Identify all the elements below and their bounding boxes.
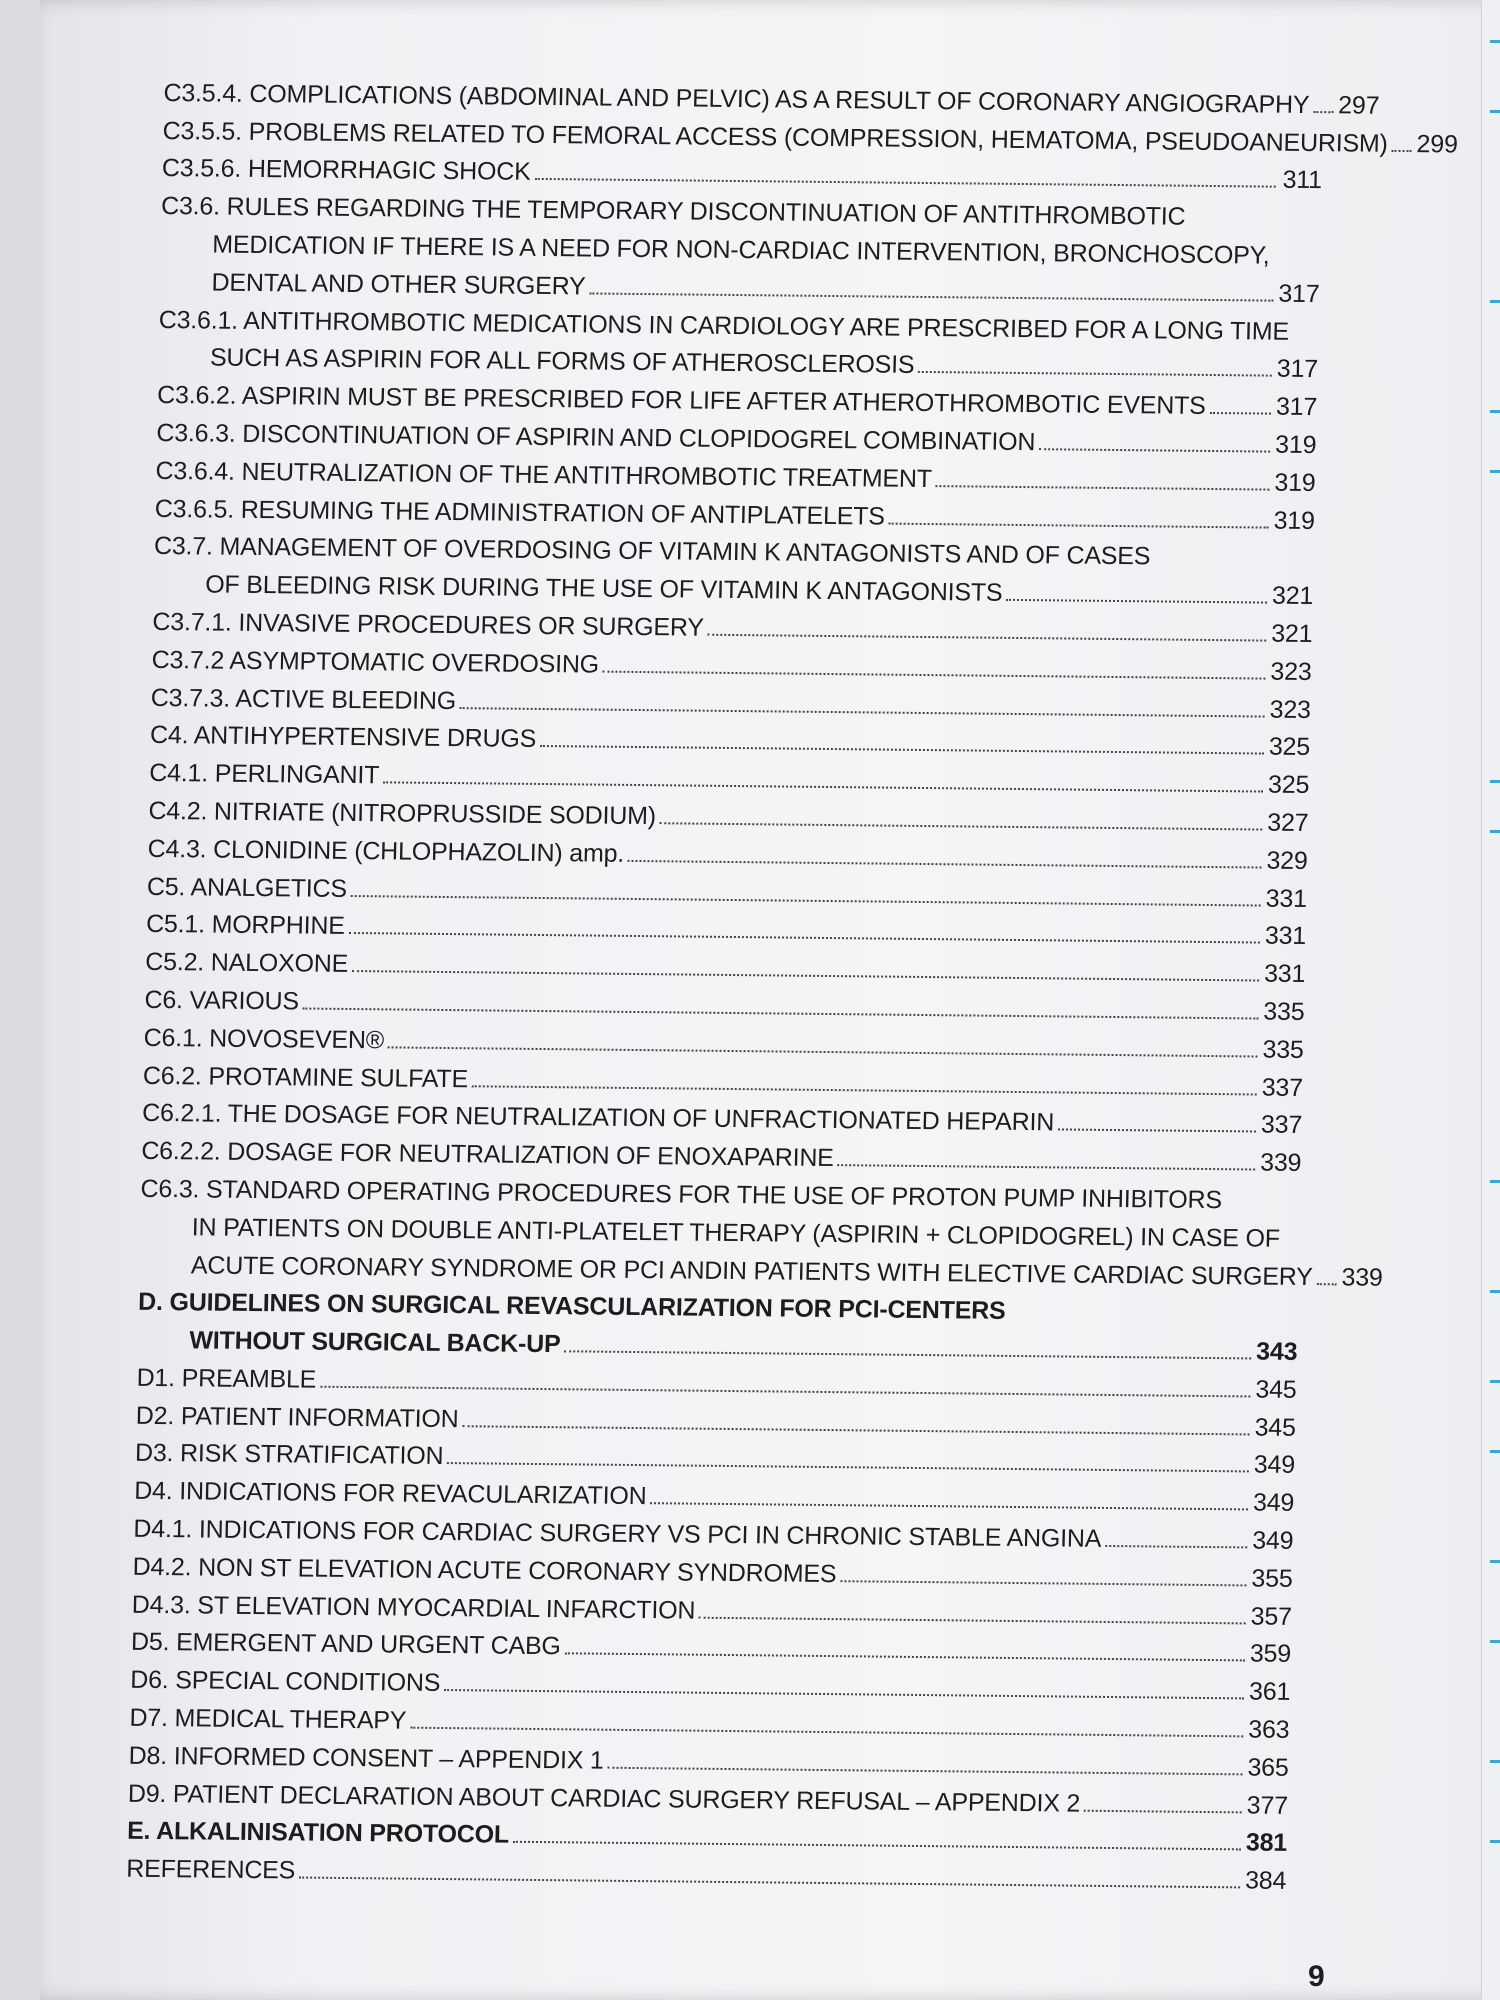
table-of-contents [126, 70, 1459, 1896]
dot-leader [699, 1616, 1246, 1624]
dot-leader [589, 292, 1273, 301]
toc-page-number: 349 [1251, 1526, 1294, 1555]
book-page [40, 0, 1500, 2000]
toc-page-number: 345 [1255, 1375, 1297, 1404]
toc-entry-label: C3.6.4. NEUTRALIZATION OF THE ANTITHROMBOTIC TREATMENT [155, 456, 933, 493]
dot-leader [565, 1653, 1245, 1662]
edge-mark [1490, 410, 1500, 413]
toc-entry-label: C4.1. PERLINGANIT [148, 759, 380, 790]
dot-leader [660, 822, 1263, 830]
toc-entry-label: C3.6. RULES REGARDING THE TEMPORARY DISCONTINUATION OF ANTITHROMBOTIC [160, 192, 1186, 231]
toc-entry-label: C6.2.2. DOSAGE FOR NEUTRALIZATION OF ENOXAPARINE [141, 1136, 835, 1173]
dot-leader [1105, 1545, 1247, 1548]
toc-page-number: 365 [1247, 1753, 1289, 1782]
dot-leader [460, 707, 1265, 717]
dot-leader [1392, 149, 1412, 151]
edge-mark [1490, 1560, 1500, 1563]
toc-entry-label: C3.5.6. HEMORRHAGIC SHOCK [161, 154, 531, 187]
dot-leader [299, 1877, 1240, 1889]
edge-mark [1490, 1450, 1500, 1453]
toc-entry-label: E. ALKALINISATION PROTOCOL [126, 1817, 510, 1850]
toc-entry-label: C3.7. MANAGEMENT OF OVERDOSING OF VITAMIN K ANTAGONISTS AND OF CASES [153, 532, 1151, 571]
dot-leader [889, 522, 1269, 528]
dot-leader [840, 1580, 1246, 1586]
dot-leader [447, 1463, 1249, 1473]
toc-entry-label: C3.5.4. COMPLICATIONS (ABDOMINAL AND PELVIC) AS A RESULT OF CORONARY ANGIOGRAPHY [163, 78, 1310, 119]
toc-page-number: 327 [1267, 808, 1309, 837]
toc-page-number: 337 [1261, 1073, 1304, 1102]
toc-page-number: 321 [1270, 619, 1313, 649]
dot-leader [1006, 599, 1267, 604]
toc-entry-label: D4.3. ST ELEVATION MYOCARDIAL INFARCTION [131, 1590, 696, 1625]
toc-entry-label: D4.1. INDICATIONS FOR CARDIAC SURGERY VS PCI IN CHRONIC STABLE ANGINA [133, 1514, 1102, 1553]
toc-entry-label: D1. PREAMBLE [136, 1363, 317, 1394]
toc-page-number: 335 [1263, 997, 1305, 1026]
edge-mark [1490, 1840, 1500, 1843]
toc-page-number: 349 [1252, 1488, 1295, 1518]
dot-leader [444, 1689, 1244, 1699]
toc-entry-label: D4. INDICATIONS FOR REVACULARIZATION [133, 1477, 647, 1511]
dot-leader [607, 1767, 1242, 1776]
toc-entry-label: C5.1. MORPHINE [145, 910, 346, 941]
dot-leader [540, 745, 1264, 755]
toc-page-number: 329 [1266, 846, 1308, 875]
edge-mark [1490, 1640, 1500, 1643]
dot-leader [564, 1350, 1251, 1359]
toc-entry-label: C5.2. NALOXONE [145, 947, 349, 979]
edge-mark [1490, 1290, 1500, 1293]
toc-page-number: 323 [1270, 657, 1312, 686]
toc-entry-label: C3.6.3. DISCONTINUATION OF ASPIRIN AND CLOPIDOGREL COMBINATION [156, 418, 1036, 457]
dot-leader [650, 1502, 1248, 1510]
toc-entry-label: C6.1. NOVOSEVEN® [143, 1023, 385, 1055]
dot-leader [1058, 1129, 1256, 1133]
toc-entry-label: C3.6.2. ASPIRIN MUST BE PRESCRIBED FOR LIFE AFTER ATHEROTHROMBOTIC EVENTS [156, 381, 1206, 421]
toc-page-number: 343 [1255, 1337, 1298, 1367]
dot-leader [1210, 412, 1271, 415]
dot-leader [628, 860, 1262, 869]
toc-entry-label: C4.3. CLONIDINE (CHLOPHAZOLIN) amp. [147, 834, 625, 868]
toc-page-number: 299 [1416, 129, 1459, 159]
toc-page-number: 331 [1263, 959, 1306, 989]
toc-page-number: 319 [1274, 468, 1316, 497]
toc-entry-label: SUCH AS ASPIRIN FOR ALL FORMS OF ATHEROSCLEROSIS [209, 343, 915, 380]
toc-page-number: 384 [1244, 1866, 1287, 1896]
toc-page-number: 311 [1282, 166, 1323, 195]
toc-page-number: 317 [1278, 279, 1320, 308]
toc-entry-label: D. GUIDELINES ON SURGICAL REVASCULARIZATION FOR PCI-CENTERS [137, 1288, 1006, 1326]
toc-page-number: 321 [1271, 581, 1314, 611]
toc-page-number: 345 [1254, 1413, 1297, 1442]
dot-leader [936, 485, 1270, 490]
toc-entry-label: MEDICATION IF THERE IS A NEED FOR NON-CARDIAC INTERVENTION, BRONCHOSCOPY, [212, 230, 1270, 270]
toc-entry-label: REFERENCES [126, 1854, 296, 1885]
toc-page-number: 319 [1273, 506, 1316, 535]
edge-mark [1490, 830, 1500, 833]
dot-leader [603, 670, 1266, 679]
toc-entry-label: DENTAL AND OTHER SURGERY [211, 268, 586, 301]
toc-page-number: 317 [1276, 355, 1319, 384]
toc-entry-label: D9. PATIENT DECLARATION ABOUT CARDIAC SURGERY REFUSAL – APPENDIX 2 [127, 1779, 1081, 1818]
dot-leader [838, 1164, 1256, 1170]
dot-leader [472, 1085, 1257, 1095]
toc-page-number: 323 [1269, 695, 1312, 724]
toc-entry-label: C6.2.1. THE DOSAGE FOR NEUTRALIZATION OF UNFRACTIONATED HEPARIN [141, 1099, 1055, 1137]
toc-entry-label: C5. ANALGETICS [146, 872, 348, 903]
toc-page-number: 361 [1248, 1677, 1291, 1707]
toc-page-number: 319 [1274, 430, 1317, 460]
toc-entry-label: D7. MEDICAL THERAPY [129, 1703, 407, 1735]
dot-leader [1084, 1809, 1242, 1813]
edge-mark [1490, 300, 1500, 303]
toc-page-number: 335 [1262, 1035, 1304, 1064]
toc-page-number: 297 [1337, 91, 1380, 120]
toc-page-number: 357 [1250, 1602, 1293, 1631]
toc-page-number: 317 [1275, 392, 1318, 422]
dot-leader [410, 1727, 1243, 1738]
toc-page-number: 377 [1246, 1791, 1289, 1820]
toc-entry-label: C4. ANTIHYPERTENSIVE DRUGS [149, 721, 537, 754]
edge-mark [1490, 110, 1500, 113]
toc-entry-label: C6.3. STANDARD OPERATING PROCEDURES FOR THE USE OF PROTON PUMP INHIBITORS [140, 1174, 1223, 1215]
toc-page-number: 349 [1253, 1450, 1296, 1480]
toc-page-number: 381 [1245, 1828, 1288, 1858]
toc-entry-label: WITHOUT SURGICAL BACK-UP [189, 1326, 561, 1359]
toc-page-number: 339 [1259, 1148, 1302, 1178]
toc-entry-label: C4.2. NITRIATE (NITROPRUSSIDE SODIUM) [148, 796, 657, 831]
edge-mark [1490, 40, 1500, 43]
toc-entry-label: IN PATIENTS ON DOUBLE ANTI-PLATELET THERAPY (ASPIRIN + CLOPIDOGREL) IN CASE OF [191, 1213, 1281, 1253]
toc-entry-label: C3.6.5. RESUMING THE ADMINISTRATION OF ANTIPLATELETS [154, 494, 886, 531]
dot-leader [1313, 111, 1333, 113]
toc-entry-label: D6. SPECIAL CONDITIONS [129, 1666, 441, 1698]
toc-entry-label: C3.6.1. ANTITHROMBOTIC MEDICATIONS IN CARDIOLOGY ARE PRESCRIBED FOR A LONG TIME [158, 305, 1290, 346]
toc-page-number: 337 [1260, 1110, 1303, 1140]
dot-leader [1039, 448, 1270, 452]
edge-mark [1490, 780, 1500, 783]
toc-page-number: 339 [1341, 1262, 1383, 1292]
toc-entry-label: D3. RISK STRATIFICATION [134, 1439, 444, 1471]
dot-leader [708, 634, 1267, 642]
edge-mark [1490, 1180, 1500, 1183]
toc-page-number: 325 [1267, 770, 1310, 800]
toc-page-number: 355 [1251, 1564, 1293, 1593]
toc-entry-label: C3.7.2 ASYMPTOMATIC OVERDOSING [151, 645, 600, 679]
edge-mark [1490, 1760, 1500, 1763]
toc-entry-label: OF BLEEDING RISK DURING THE USE OF VITAMIN K ANTAGONISTS [204, 570, 1003, 607]
page-number: 9 [1308, 1960, 1325, 1993]
toc-entry-label: C3.7.3. ACTIVE BLEEDING [150, 683, 457, 715]
toc-entry-label: D2. PATIENT INFORMATION [135, 1401, 459, 1433]
dot-leader [462, 1425, 1249, 1435]
toc-entry-label: D8. INFORMED CONSENT – APPENDIX 1 [128, 1741, 604, 1775]
dot-leader [918, 371, 1272, 377]
edge-mark [1490, 1380, 1500, 1383]
toc-page-number: 331 [1265, 884, 1308, 913]
dot-leader [513, 1841, 1241, 1851]
dot-leader [1317, 1283, 1337, 1285]
toc-entry-label: C6.2. PROTAMINE SULFATE [142, 1061, 469, 1093]
toc-page-number: 331 [1264, 921, 1307, 951]
toc-entry-label: C3.7.1. INVASIVE PROCEDURES OR SURGERY [152, 607, 705, 642]
page-edge [1481, 0, 1500, 2000]
toc-entry-label: C3.5.5. PROBLEMS RELATED TO FEMORAL ACCESS (COMPRESSION, HEMATOMA, PSEUDOANEURISM) [162, 116, 1389, 158]
toc-page-number: 359 [1249, 1639, 1292, 1669]
toc-entry-label: ACUTE CORONARY SYNDROME OR PCI ANDIN PATIENTS WITH ELECTIVE CARDIAC SURGERY [190, 1250, 1313, 1291]
dot-leader [534, 178, 1275, 188]
edge-mark [1490, 470, 1500, 473]
toc-entry-label: D4.2. NON ST ELEVATION ACUTE CORONARY SYNDROMES [132, 1552, 837, 1588]
toc-entry-label: D5. EMERGENT AND URGENT CABG [130, 1628, 562, 1661]
toc-page-number: 363 [1248, 1715, 1290, 1744]
toc-entry-label: C6. VARIOUS [144, 985, 300, 1016]
toc-page-number: 325 [1268, 732, 1311, 762]
